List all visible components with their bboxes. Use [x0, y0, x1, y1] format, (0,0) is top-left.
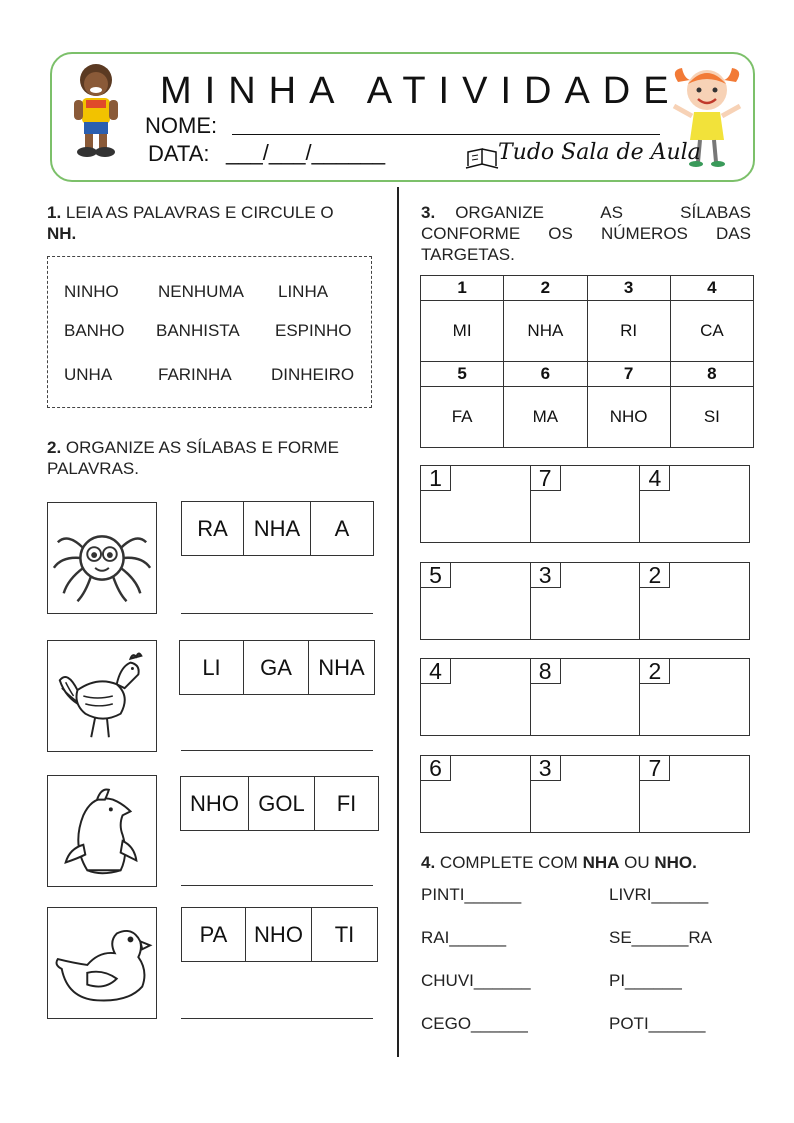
number-tag: 5 [420, 562, 451, 588]
key-number: 6 [504, 362, 587, 387]
syllable-card: NHA [244, 502, 311, 555]
key-syllable: NHA [504, 301, 587, 362]
number-tag: 2 [639, 562, 670, 588]
answer-line[interactable] [181, 885, 373, 886]
answer-cell[interactable] [421, 659, 531, 735]
key-syllable: MI [421, 301, 504, 362]
key-number: 8 [670, 362, 753, 387]
q2-text: ORGANIZE AS SÍLABAS E FORME [65, 438, 339, 457]
number-tag: 7 [530, 465, 561, 491]
key-number: 4 [670, 276, 753, 301]
answer-grid-row [420, 562, 750, 640]
q3-text-line2: CONFORME OS NÚMEROS DAS [421, 224, 751, 243]
answer-grid-row [420, 658, 750, 736]
q1-instruction [47, 202, 377, 244]
q1-text: LEIA AS PALAVRAS E CIRCULE O [65, 203, 334, 222]
q1-number: 1. [47, 203, 62, 222]
key-syllable: RI [587, 301, 670, 362]
column-divider [397, 187, 399, 1057]
key-number: 2 [504, 276, 587, 301]
key-number: 3 [587, 276, 670, 301]
answer-cell[interactable] [531, 563, 641, 639]
answer-cell[interactable] [640, 659, 749, 735]
q4-option-nha: NHA [582, 853, 620, 872]
q3-instruction [421, 202, 751, 265]
number-tag: 3 [530, 755, 561, 781]
key-syllable: SI [670, 387, 753, 448]
key-syllable: MA [504, 387, 587, 448]
number-tag: 4 [639, 465, 670, 491]
syllable-card: FI [336, 790, 357, 816]
word[interactable]: ESPINHO [275, 321, 352, 340]
answer-line[interactable] [181, 750, 373, 751]
number-tag: 4 [420, 658, 451, 684]
word[interactable]: NINHO [64, 282, 119, 301]
answer-cell[interactable] [421, 756, 531, 832]
q4-text: COMPLETE COM [439, 853, 578, 872]
answer-grid-row [420, 755, 750, 833]
spider-picture [47, 502, 157, 614]
q1-highlight: NH. [47, 224, 77, 243]
fill-word[interactable]: PINTI______ [421, 885, 522, 904]
name-label: NOME: [145, 113, 218, 138]
number-tag: 8 [530, 658, 561, 684]
date-label: DATA: [148, 141, 210, 166]
fill-word[interactable]: CEGO______ [421, 1014, 528, 1033]
boy-illustration [66, 60, 126, 160]
syllable-card: GOL [249, 777, 315, 830]
q4-number: 4. [421, 853, 436, 872]
answer-cell[interactable] [531, 756, 641, 832]
syllable-key-table [420, 275, 754, 448]
key-number: 7 [587, 362, 670, 387]
answer-grid-row [420, 465, 750, 543]
syllable-card: NHO [181, 777, 249, 830]
number-tag: 7 [639, 755, 670, 781]
number-tag: 6 [420, 755, 451, 781]
key-syllable: FA [421, 387, 504, 448]
fill-word[interactable]: CHUVI______ [421, 971, 531, 990]
syllable-row [180, 776, 379, 831]
book-logo-icon [464, 146, 500, 172]
name-line[interactable] [232, 134, 660, 135]
answer-line[interactable] [181, 1018, 373, 1019]
fill-word[interactable]: LIVRI______ [609, 885, 709, 904]
number-tag: 3 [530, 562, 561, 588]
syllable-row [181, 501, 374, 556]
syllable-card: TI [334, 921, 355, 947]
q3-text: ORGANIZE AS SÍLABAS [455, 203, 751, 222]
syllable-card: NHA [318, 654, 365, 680]
answer-line[interactable] [181, 613, 373, 614]
syllable-row [179, 640, 375, 695]
answer-cell[interactable] [531, 659, 641, 735]
syllable-card: A [334, 515, 350, 541]
duckling-picture [47, 907, 157, 1019]
fill-word[interactable]: SE______RA [609, 928, 713, 947]
answer-cell[interactable] [640, 466, 749, 542]
date-blanks[interactable]: ___/___/______ [226, 140, 386, 165]
answer-cell[interactable] [421, 563, 531, 639]
key-number: 1 [421, 276, 504, 301]
q4-option-nho: NHO. [654, 853, 697, 872]
word[interactable]: DINHEIRO [271, 365, 355, 384]
word[interactable]: LINHA [278, 282, 329, 301]
page-title: MINHA ATIVIDADE [160, 70, 682, 112]
syllable-card: GA [244, 641, 309, 694]
word[interactable]: FARINHA [158, 365, 232, 384]
word[interactable]: NENHUMA [158, 282, 244, 301]
brand-logo-text: Tudo Sala de Aula [498, 140, 701, 165]
syllable-card: PA [182, 908, 246, 961]
key-number: 5 [421, 362, 504, 387]
answer-cell[interactable] [421, 466, 531, 542]
q2-instruction [47, 437, 377, 479]
q3-number: 3. [421, 203, 436, 222]
word[interactable]: UNHA [64, 365, 113, 384]
q3-text-line3: TARGETAS. [421, 245, 515, 264]
number-tag: 1 [420, 465, 451, 491]
key-syllable: NHO [587, 387, 670, 448]
syllable-card: NHO [246, 908, 312, 961]
word[interactable]: BANHO [64, 321, 125, 340]
answer-cell[interactable] [640, 756, 749, 832]
fill-word[interactable]: PI______ [609, 971, 682, 990]
answer-cell[interactable] [531, 466, 641, 542]
answer-cell[interactable] [640, 563, 749, 639]
fill-word[interactable]: RAI______ [421, 928, 507, 947]
syllable-row [181, 907, 378, 962]
q2-number: 2. [47, 438, 62, 457]
syllable-card: LI [180, 641, 244, 694]
fill-word[interactable]: POTI______ [609, 1014, 706, 1033]
number-tag: 2 [639, 658, 670, 684]
q4-connector: OU [624, 853, 650, 872]
key-syllable: CA [670, 301, 753, 362]
dolphin-picture [47, 775, 157, 887]
q2-text-line2: PALAVRAS. [47, 459, 139, 478]
word[interactable]: BANHISTA [156, 321, 240, 340]
syllable-card: RA [182, 502, 244, 555]
rooster-picture [47, 640, 157, 752]
q4-instruction [421, 852, 697, 873]
